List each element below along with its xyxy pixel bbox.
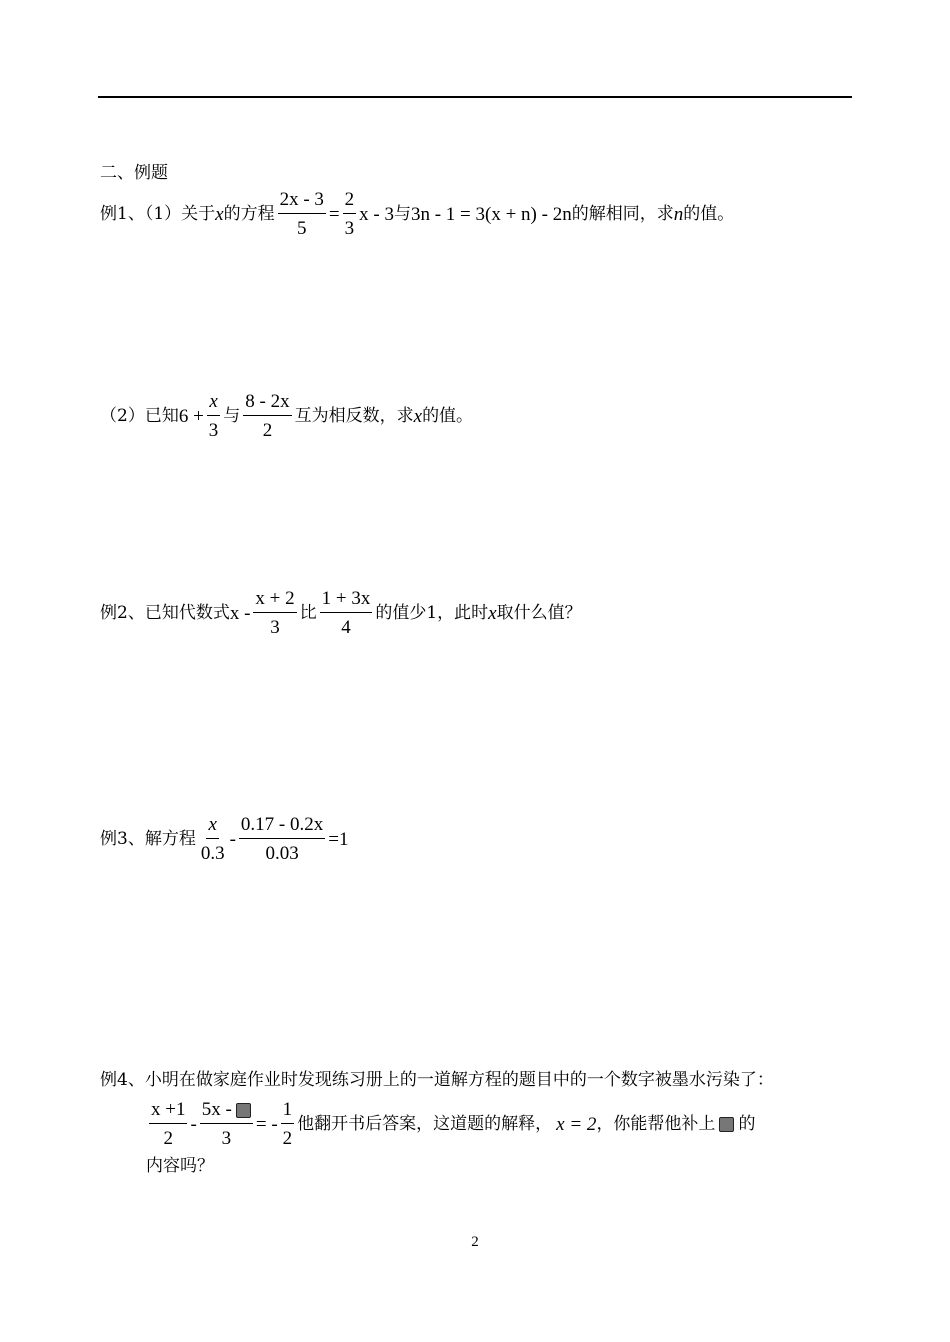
fraction: $\frac{x}{3}$ xyxy=(208,391,219,441)
example-4-closing: 内容吗？ xyxy=(146,1156,214,1176)
fraction: $\frac{x +1}{2}$ xyxy=(151,1099,186,1149)
fraction: $\frac{1}{2}$ xyxy=(282,1099,293,1149)
header-rule xyxy=(98,96,852,98)
fraction: $\frac{x + 2}{3}$ xyxy=(255,588,295,638)
section-heading: 二、例题 xyxy=(100,163,168,183)
example-1-part-1: 例1、（1）关于 x 的方程 $\frac{2x - 3}{5}$ = $\frac{2}{3}$ x - 3 与 3n - 1 = 3(x + n) - 2n 的解相同，求 n 的值。 xyxy=(100,189,735,239)
fraction: $\frac{2}{3}$ xyxy=(344,189,355,239)
example-3: 例3、解方程 $\frac{x}{0.3}$ - $\frac{0.17 - 0.2x}{0.03}$ =1 xyxy=(100,814,349,864)
ink-blot-icon xyxy=(236,1103,251,1118)
ink-blot-icon xyxy=(719,1117,734,1132)
example-4-intro: 例4、小明在做家庭作业时发现练习册上的一道解方程的题目中的一个数字被墨水污染了： xyxy=(100,1070,774,1090)
fraction: $\frac{8 - 2x}{2}$ xyxy=(245,391,290,441)
example-1-part-2: （2）已知 6 + $\frac{x}{3}$ 与 $\frac{8 - 2x}{2}$ 互为相反数，求 x 的值。 xyxy=(100,391,474,441)
fraction: $\frac{1 + 3x}{4}$ xyxy=(321,588,371,638)
example-2: 例2、已知代数式 x - $\frac{x + 2}{3}$ 比 $\frac{1 + 3x}{4}$ 的值少1，此时 x 取什么值？ xyxy=(100,588,582,638)
fraction: $\frac{2x - 3}{5}$ xyxy=(279,189,324,239)
fraction: $\frac{x}{0.3}$ xyxy=(200,814,225,864)
fraction: $\frac{0.17 - 0.2x}{0.03}$ xyxy=(240,814,324,864)
page-number: 2 xyxy=(471,1234,479,1250)
fraction: $\frac{5x -}{3}$ xyxy=(200,1100,253,1148)
example-4-equation: $\frac{x +1}{2}$ - $\frac{5x -}{3}$ = - $\frac{1}{2}$ 他翻开书后答案，这道题的解释， x = 2 ，你能帮他补上 的 xyxy=(151,1099,756,1149)
